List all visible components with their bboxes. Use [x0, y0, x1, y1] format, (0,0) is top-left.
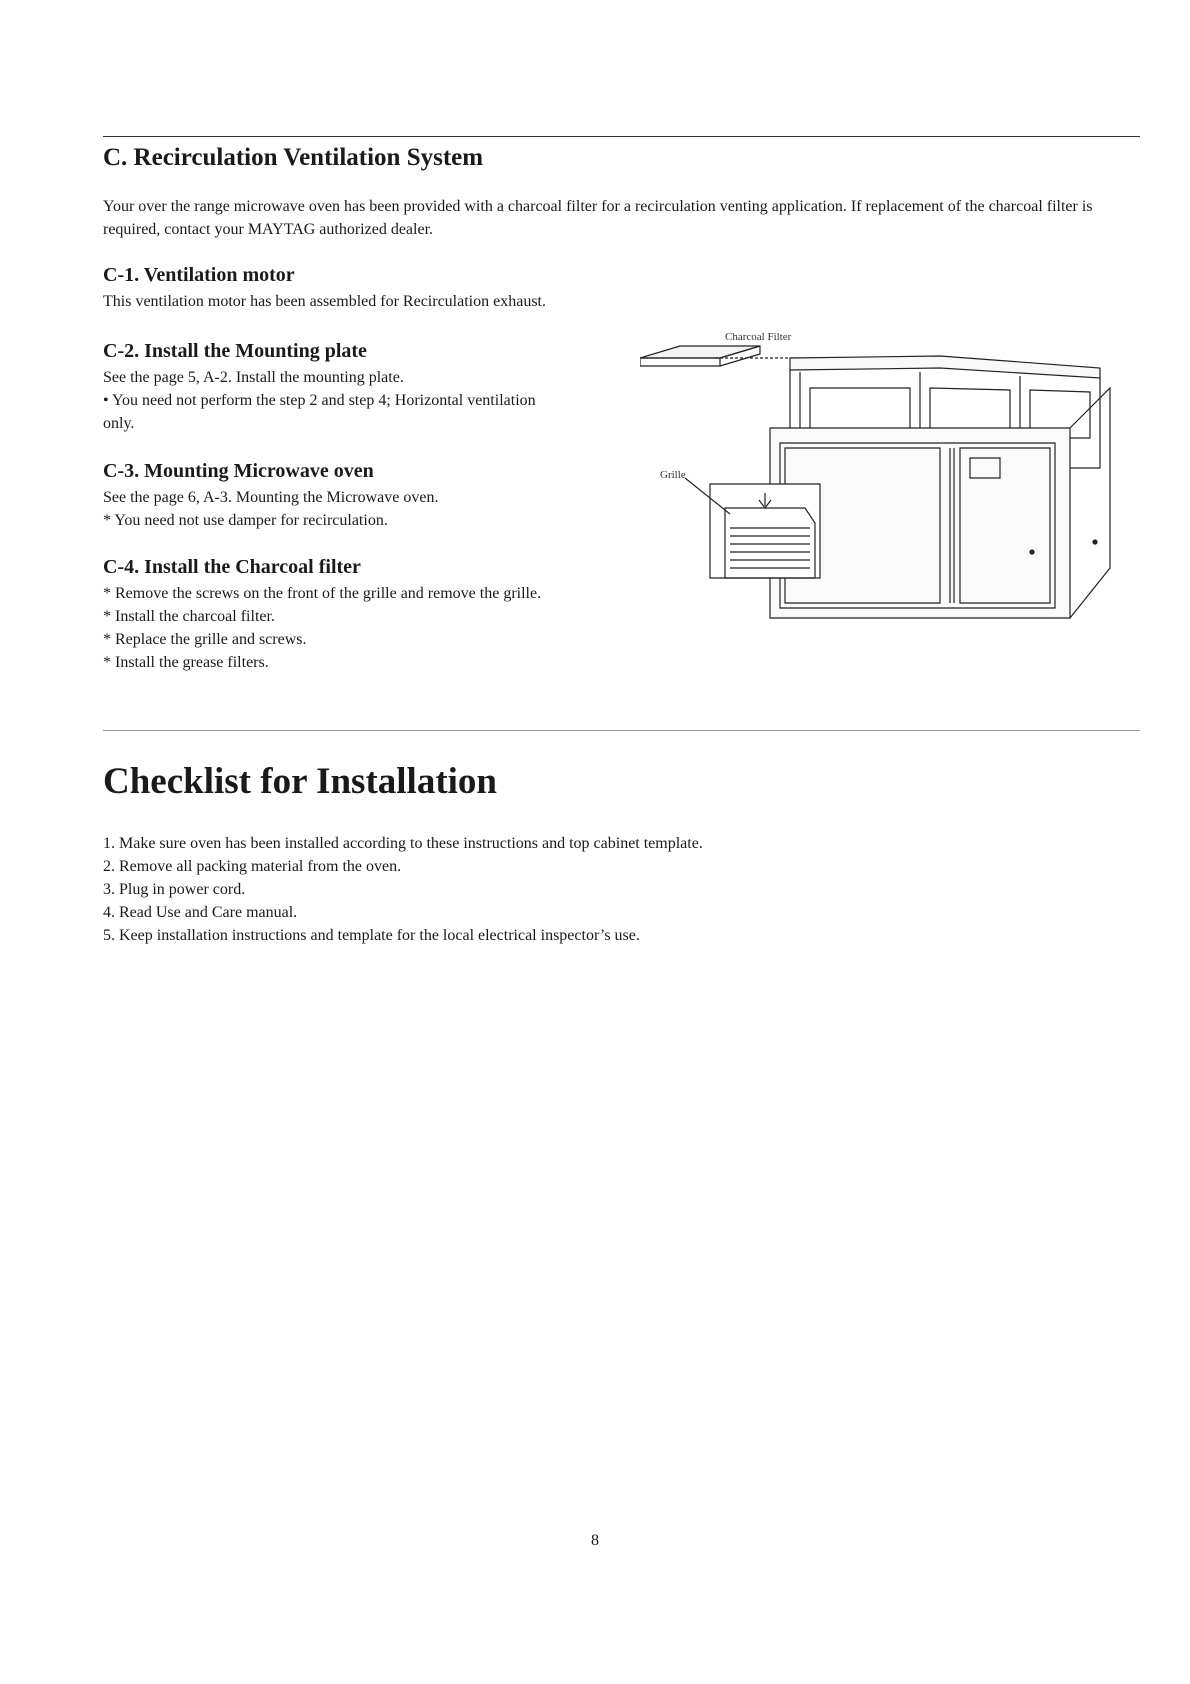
- c4-line: * Replace the grille and screws.: [103, 631, 307, 648]
- c4-text: [103, 582, 643, 674]
- section-title: C. Recirculation Ventilation System: [103, 144, 484, 171]
- c1-text: [103, 290, 643, 313]
- c2-line: • You need not perform the step 2 and step 4; Horizontal ventilation: [103, 392, 536, 409]
- c1-title: C-1. Ventilation motor: [103, 264, 295, 286]
- c4-line: * Install the grease filters.: [103, 654, 269, 671]
- page-number: 8: [591, 1532, 599, 1549]
- checklist-title: Checklist for Installation: [103, 761, 498, 802]
- c2-line: See the page 5, A-2. Install the mounting plate.: [103, 369, 404, 386]
- top-rule: [103, 136, 1140, 137]
- c2-title: C-2. Install the Mounting plate: [103, 340, 367, 362]
- charcoal-filter-label: Charcoal Filter: [725, 331, 792, 343]
- checklist-item: 1. Make sure oven has been installed according to these instructions and top cabinet template.: [103, 835, 703, 852]
- c3-title: C-3. Mounting Microwave oven: [103, 460, 374, 482]
- c3-line: * You need not use damper for recirculation.: [103, 512, 388, 529]
- checklist-item: 2. Remove all packing material from the oven.: [103, 858, 402, 875]
- c2-line: only.: [103, 415, 135, 432]
- c4-line: * Install the charcoal filter.: [103, 608, 275, 625]
- microwave-diagram: [640, 328, 1140, 628]
- c3-text: [103, 486, 643, 532]
- c4-line: * Remove the screws on the front of the grille and remove the grille.: [103, 585, 542, 602]
- checklist: [103, 832, 703, 947]
- checklist-item: 5. Keep installation instructions and template for the local electrical inspector’s use.: [103, 927, 640, 944]
- section-divider: [103, 730, 1140, 731]
- c1-line: This ventilation motor has been assembled for Recirculation exhaust.: [103, 293, 546, 310]
- section-intro: Your over the range microwave oven has been provided with a charcoal filter for a recirculation venting application. If replacement of the charcoal filter is required, contact your MAYTAG authorized dealer.: [103, 198, 1093, 238]
- checklist-item: 4. Read Use and Care manual.: [103, 904, 298, 921]
- c4-title: C-4. Install the Charcoal filter: [103, 556, 361, 578]
- grille-label: Grille: [660, 469, 686, 481]
- c2-text: [103, 366, 643, 435]
- checklist-item: 3. Plug in power cord.: [103, 881, 246, 898]
- c3-line: See the page 6, A-3. Mounting the Microwave oven.: [103, 489, 439, 506]
